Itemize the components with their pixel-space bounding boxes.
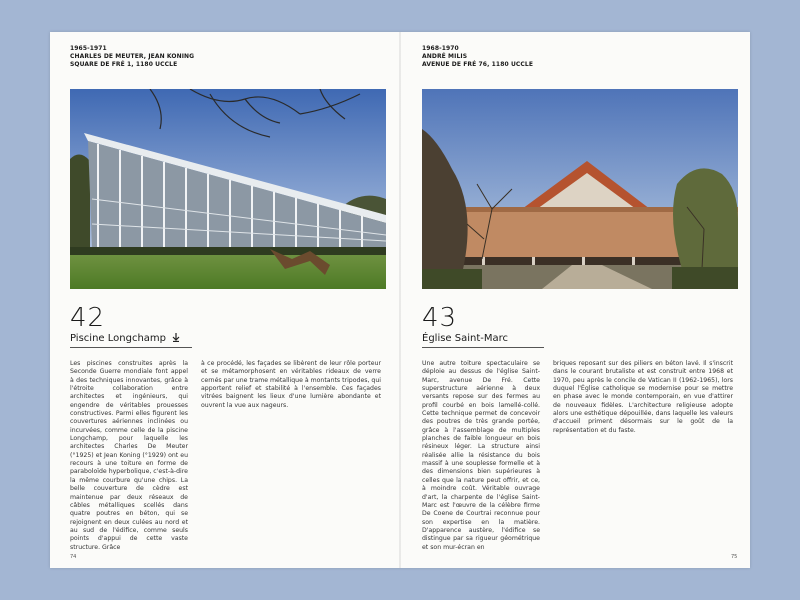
entry-number-right: 43 xyxy=(422,303,458,333)
photo-piscine-longchamp xyxy=(70,89,386,289)
book-spread xyxy=(50,32,750,568)
down-arrow-icon xyxy=(172,333,180,345)
body-column-2-left: à ce procédé, les façades se libèrent de leur rôle porteur et se métamorphosent en véritables rideaux de verre cernés par une trame métallique à montants tripodes, qui apportent relief et stabilité à l'ensemble. Ces façades vitrées baignent les lieux d'une lumière abondante et ouvrent la vue aux nageurs. xyxy=(201,360,381,409)
body-column-1-left: Les piscines construites après la Seconde Guerre mondiale font appel à des techniques innovantes, grâce à l'étroite collaboration entre architectes et ingénieurs, qui engendre de véritables prouesses constructives. Parmi elles figurent les couvertures aériennes inclinées ou incurvées, comme celle de la piscine Longchamp, pour laquelle les architectes Charles De Meuter (°1925) et Jean Koning (°1929) ont eu recours à une toiture en forme de paraboloïde hyperbolique, c'est-à-dire la même courbure qu'une chips. La belle couverture de cèdre est maintenue par deux réseaux de câbles métalliques scellés dans quatre poutres en béton, qui se rejoignent en deux culées au nord et au sud de l'édifice, comme seuls points d'appui de cette vaste structure. Grâce xyxy=(70,360,188,551)
header-architects: ANDRÉ MILIS xyxy=(422,53,468,60)
page-number-right: 75 xyxy=(731,554,738,560)
body-column-2-right: briques reposant sur des piliers en béton lavé. Il s'inscrit dans le courant brutaliste et est construit entre 1968 et 1970, peu après le concile de Vatican II (1962-1965), lors duquel l'Église catholique se modernise pour se mettre en phase avec le monde contemporain, en vue d'attirer de nouveaux fidèles. L'architecture religieuse adopte alors une esthétique dépouillée, dans laquelle les valeurs d'accueil priment désormais sur le goût de la représentation et du faste. xyxy=(553,360,733,434)
entry-title-text: Piscine Longchamp xyxy=(70,333,166,344)
entry-title-left xyxy=(70,333,180,345)
right-page xyxy=(401,32,750,568)
header-address: SQUARE DE FRÉ 1, 1180 UCCLE xyxy=(70,61,178,68)
title-rule-right xyxy=(422,347,544,348)
header-left xyxy=(70,45,194,69)
entry-number-left: 42 xyxy=(70,303,106,333)
left-page xyxy=(50,32,399,568)
header-date: 1968-1970 xyxy=(422,45,459,52)
header-date: 1965-1971 xyxy=(70,45,107,52)
body-column-1-right: Une autre toiture spectaculaire se déploie au dessus de l'église Saint-Marc, avenue De Fré. Cette superstructure aérienne à deux versants repose sur des fermes au profil courbé en bois lamellé-collé. Cette technique permet de concevoir des poutres de très grande portée, grâce à l'assemblage de multiples planches de faible longueur en bois résineux léger. La structure ainsi réalisée allie la résistance du bois massif à une souplesse formelle et à des dimensions bien supérieures à celles que la nature peut offrir, et ce, à moindre coût. Véritable ouvrage d'art, la charpente de l'église Saint-Marc est l'œuvre de la célèbre firme De Coene de Courtrai reconnue pour son expertise en la matière. D'apparence austère, l'édifice se distingue par sa rigueur géométrique et son mur-écran en xyxy=(422,360,540,551)
header-address: AVENUE DE FRÉ 76, 1180 UCCLE xyxy=(422,61,534,68)
page-number-left: 74 xyxy=(70,554,77,560)
title-rule-left xyxy=(70,347,192,348)
header-right xyxy=(422,45,533,69)
header-architects: CHARLES DE MEUTER, JEAN KONING xyxy=(70,53,195,60)
photo-eglise-saint-marc xyxy=(422,89,738,289)
entry-title-right: Église Saint-Marc xyxy=(422,333,509,344)
